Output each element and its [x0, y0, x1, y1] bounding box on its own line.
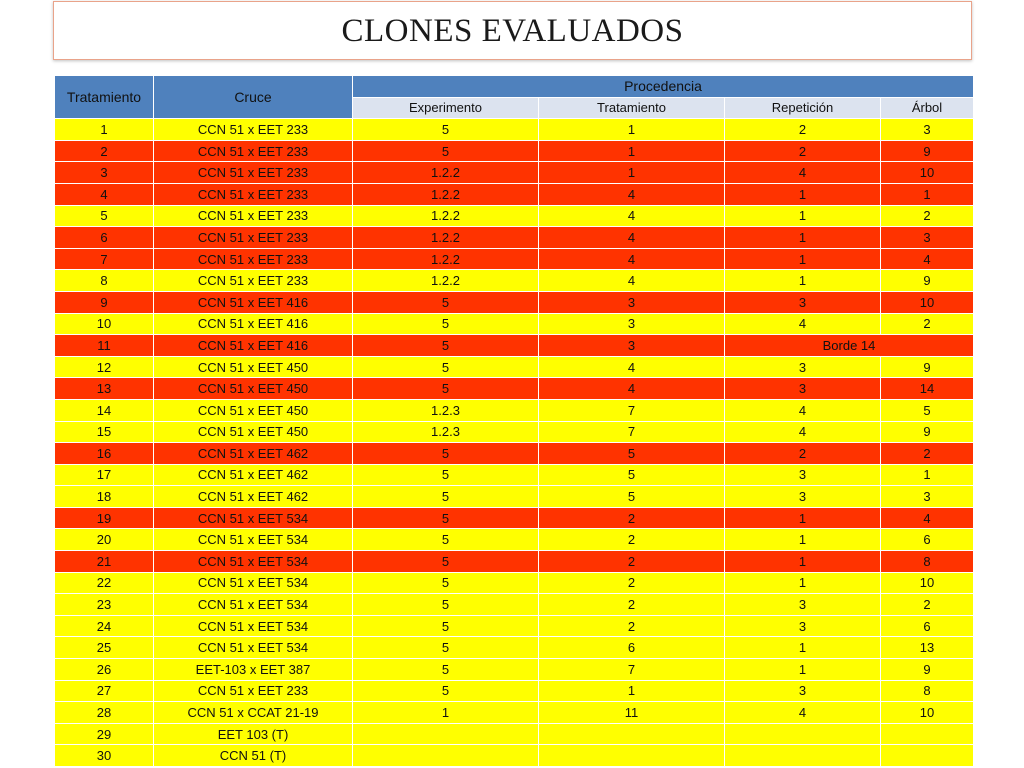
header-procedencia: Procedencia	[353, 76, 974, 98]
table-row	[55, 443, 974, 465]
cell-cruce: CCN 51 x EET 534	[154, 594, 353, 616]
header-tratamiento-sub: Tratamiento	[539, 97, 725, 119]
cell-experimento: 5	[353, 615, 539, 637]
cell-cruce: CCN 51 x EET 462	[154, 486, 353, 508]
cell-tratamiento: 24	[55, 615, 154, 637]
table-row	[55, 313, 974, 335]
cell-tratamiento: 11	[55, 335, 154, 357]
cell-experimento: 5	[353, 507, 539, 529]
cell-repeticion: 1	[725, 205, 881, 227]
cell-arbol: 4	[881, 248, 974, 270]
header-cruce: Cruce	[154, 76, 353, 119]
cell-experimento: 1.2.2	[353, 227, 539, 249]
table-row	[55, 270, 974, 292]
cell-tratamiento: 22	[55, 572, 154, 594]
cell-repeticion: 1	[725, 572, 881, 594]
cell-experimento: 1.2.2	[353, 248, 539, 270]
cell-tratamiento-proc: 2	[539, 615, 725, 637]
cell-repeticion: 1	[725, 227, 881, 249]
table-row	[55, 529, 974, 551]
cell-arbol: 2	[881, 443, 974, 465]
cell-repeticion: 4	[725, 702, 881, 724]
cell-arbol: 9	[881, 356, 974, 378]
cell-cruce: CCN 51 x EET 534	[154, 637, 353, 659]
cell-cruce: CCN 51 x EET 233	[154, 183, 353, 205]
cell-tratamiento-proc: 4	[539, 248, 725, 270]
cell-repeticion: 3	[725, 291, 881, 313]
cell-repeticion: 4	[725, 421, 881, 443]
cell-arbol: 9	[881, 421, 974, 443]
cell-arbol: 10	[881, 572, 974, 594]
cell-tratamiento-proc: 4	[539, 227, 725, 249]
cell-tratamiento-proc: 2	[539, 594, 725, 616]
table-row	[55, 227, 974, 249]
cell-tratamiento-proc: 6	[539, 637, 725, 659]
table-row	[55, 291, 974, 313]
table-row	[55, 378, 974, 400]
cell-arbol: 2	[881, 313, 974, 335]
cell-tratamiento-proc: 11	[539, 702, 725, 724]
cell-experimento: 5	[353, 659, 539, 681]
cell-arbol: 9	[881, 270, 974, 292]
cell-repeticion: 2	[725, 443, 881, 465]
cell-arbol: 4	[881, 507, 974, 529]
cell-tratamiento-proc	[539, 745, 725, 767]
table-row	[55, 119, 974, 141]
cell-repeticion	[725, 723, 881, 745]
cell-experimento: 1.2.2	[353, 270, 539, 292]
table-row	[55, 356, 974, 378]
cell-cruce: CCN 51 x EET 462	[154, 464, 353, 486]
cell-cruce: EET 103 (T)	[154, 723, 353, 745]
cell-tratamiento: 8	[55, 270, 154, 292]
table-row	[55, 399, 974, 421]
table-row	[55, 248, 974, 270]
cell-arbol: 10	[881, 291, 974, 313]
cell-cruce: CCN 51 x EET 233	[154, 270, 353, 292]
table-row	[55, 637, 974, 659]
table-row	[55, 594, 974, 616]
cell-experimento: 1.2.2	[353, 183, 539, 205]
table-row	[55, 680, 974, 702]
table-row	[55, 205, 974, 227]
cell-repeticion: 4	[725, 313, 881, 335]
cell-tratamiento-proc: 4	[539, 183, 725, 205]
cell-cruce: CCN 51 x EET 534	[154, 507, 353, 529]
cell-tratamiento: 27	[55, 680, 154, 702]
cell-arbol: 5	[881, 399, 974, 421]
cell-tratamiento-proc: 5	[539, 464, 725, 486]
cell-repeticion: 2	[725, 140, 881, 162]
cell-tratamiento-proc: 3	[539, 291, 725, 313]
cell-cruce: EET-103 x EET 387	[154, 659, 353, 681]
cell-arbol: 3	[881, 486, 974, 508]
cell-cruce: CCN 51 x EET 233	[154, 227, 353, 249]
cell-experimento: 5	[353, 594, 539, 616]
cell-experimento	[353, 745, 539, 767]
cell-tratamiento-proc: 1	[539, 680, 725, 702]
cell-cruce: CCN 51 x EET 233	[154, 205, 353, 227]
cell-repeticion: 3	[725, 615, 881, 637]
cell-arbol: 8	[881, 680, 974, 702]
cell-arbol: 9	[881, 140, 974, 162]
cell-experimento: 5	[353, 464, 539, 486]
cell-tratamiento-proc: 5	[539, 486, 725, 508]
cell-experimento: 1.2.2	[353, 205, 539, 227]
cell-cruce: CCN 51 x EET 233	[154, 119, 353, 141]
cell-tratamiento: 14	[55, 399, 154, 421]
page-title: CLONES EVALUADOS	[341, 13, 684, 49]
cell-tratamiento-proc: 3	[539, 313, 725, 335]
cell-repeticion: 3	[725, 486, 881, 508]
cell-arbol: 13	[881, 637, 974, 659]
cell-repeticion: 1	[725, 270, 881, 292]
header-experimento: Experimento	[353, 97, 539, 119]
cell-cruce: CCN 51 x EET 450	[154, 378, 353, 400]
cell-experimento: 5	[353, 551, 539, 573]
cell-tratamiento-proc: 7	[539, 659, 725, 681]
cell-arbol: 9	[881, 659, 974, 681]
cell-tratamiento: 5	[55, 205, 154, 227]
cell-arbol: 1	[881, 183, 974, 205]
table-row	[55, 745, 974, 767]
cell-tratamiento-proc: 2	[539, 507, 725, 529]
cell-tratamiento: 23	[55, 594, 154, 616]
table-row	[55, 421, 974, 443]
cell-tratamiento: 3	[55, 162, 154, 184]
cell-repeticion	[725, 745, 881, 767]
cell-tratamiento: 12	[55, 356, 154, 378]
cell-repeticion: 3	[725, 594, 881, 616]
cell-experimento: 5	[353, 680, 539, 702]
header-repeticion: Repetición	[725, 97, 881, 119]
cell-experimento: 5	[353, 486, 539, 508]
cell-tratamiento-proc: 5	[539, 443, 725, 465]
cell-repeticion-arbol: Borde 14	[725, 335, 974, 357]
cell-tratamiento: 30	[55, 745, 154, 767]
cell-tratamiento-proc: 7	[539, 399, 725, 421]
cell-arbol: 10	[881, 162, 974, 184]
cell-experimento: 5	[353, 529, 539, 551]
cell-cruce: CCN 51 x EET 233	[154, 680, 353, 702]
cell-arbol: 14	[881, 378, 974, 400]
cell-experimento: 1	[353, 702, 539, 724]
cell-tratamiento-proc: 7	[539, 421, 725, 443]
cell-tratamiento: 6	[55, 227, 154, 249]
cell-tratamiento-proc: 3	[539, 335, 725, 357]
cell-cruce: CCN 51 x EET 534	[154, 529, 353, 551]
cell-repeticion: 1	[725, 529, 881, 551]
cell-experimento: 5	[353, 443, 539, 465]
cell-cruce: CCN 51 x EET 462	[154, 443, 353, 465]
cell-experimento: 5	[353, 335, 539, 357]
cell-repeticion: 1	[725, 183, 881, 205]
cell-cruce: CCN 51 x EET 534	[154, 615, 353, 637]
cell-arbol	[881, 745, 974, 767]
cell-repeticion: 3	[725, 464, 881, 486]
cell-tratamiento-proc	[539, 723, 725, 745]
cell-experimento: 5	[353, 572, 539, 594]
cell-repeticion: 4	[725, 399, 881, 421]
cell-tratamiento-proc: 4	[539, 205, 725, 227]
cell-arbol: 3	[881, 227, 974, 249]
cell-tratamiento: 2	[55, 140, 154, 162]
table-row	[55, 551, 974, 573]
cell-cruce: CCN 51 x EET 416	[154, 335, 353, 357]
cell-tratamiento: 20	[55, 529, 154, 551]
table-row	[55, 464, 974, 486]
table-row	[55, 702, 974, 724]
cell-tratamiento-proc: 1	[539, 140, 725, 162]
cell-tratamiento: 10	[55, 313, 154, 335]
cell-repeticion: 3	[725, 680, 881, 702]
cell-tratamiento: 15	[55, 421, 154, 443]
cell-tratamiento: 25	[55, 637, 154, 659]
cell-repeticion: 3	[725, 356, 881, 378]
cell-tratamiento: 26	[55, 659, 154, 681]
cell-arbol: 1	[881, 464, 974, 486]
clones-table	[54, 75, 974, 767]
cell-arbol: 6	[881, 615, 974, 637]
cell-cruce: CCN 51 x EET 534	[154, 551, 353, 573]
cell-tratamiento: 7	[55, 248, 154, 270]
table-row	[55, 486, 974, 508]
cell-tratamiento-proc: 4	[539, 378, 725, 400]
table-row	[55, 162, 974, 184]
cell-arbol: 3	[881, 119, 974, 141]
cell-experimento: 1.2.3	[353, 399, 539, 421]
cell-cruce: CCN 51 x EET 450	[154, 399, 353, 421]
cell-repeticion: 4	[725, 162, 881, 184]
cell-experimento: 1.2.3	[353, 421, 539, 443]
cell-repeticion: 3	[725, 378, 881, 400]
cell-tratamiento-proc: 4	[539, 356, 725, 378]
table-row	[55, 335, 974, 357]
cell-arbol	[881, 723, 974, 745]
table-row	[55, 183, 974, 205]
cell-repeticion: 2	[725, 119, 881, 141]
cell-repeticion: 1	[725, 507, 881, 529]
cell-arbol: 2	[881, 205, 974, 227]
cell-cruce: CCN 51 x EET 450	[154, 356, 353, 378]
cell-experimento: 5	[353, 313, 539, 335]
table-row	[55, 572, 974, 594]
cell-tratamiento: 19	[55, 507, 154, 529]
cell-repeticion: 1	[725, 248, 881, 270]
cell-tratamiento-proc: 2	[539, 529, 725, 551]
cell-arbol: 10	[881, 702, 974, 724]
cell-tratamiento: 13	[55, 378, 154, 400]
cell-experimento: 5	[353, 119, 539, 141]
cell-cruce: CCN 51 x EET 233	[154, 162, 353, 184]
cell-cruce: CCN 51 (T)	[154, 745, 353, 767]
cell-cruce: CCN 51 x EET 450	[154, 421, 353, 443]
table-row	[55, 659, 974, 681]
cell-tratamiento-proc: 4	[539, 270, 725, 292]
cell-cruce: CCN 51 x EET 416	[154, 313, 353, 335]
cell-tratamiento: 29	[55, 723, 154, 745]
cell-experimento	[353, 723, 539, 745]
cell-experimento: 5	[353, 291, 539, 313]
cell-tratamiento-proc: 2	[539, 551, 725, 573]
cell-arbol: 8	[881, 551, 974, 573]
table-row	[55, 507, 974, 529]
cell-arbol: 6	[881, 529, 974, 551]
header-arbol: Árbol	[881, 97, 974, 119]
cell-tratamiento: 4	[55, 183, 154, 205]
cell-tratamiento: 18	[55, 486, 154, 508]
cell-cruce: CCN 51 x EET 233	[154, 140, 353, 162]
cell-tratamiento: 16	[55, 443, 154, 465]
cell-tratamiento: 9	[55, 291, 154, 313]
title-box	[53, 1, 972, 60]
cell-tratamiento-proc: 1	[539, 119, 725, 141]
header-tratamiento: Tratamiento	[55, 76, 154, 119]
cell-tratamiento: 17	[55, 464, 154, 486]
cell-arbol: 2	[881, 594, 974, 616]
cell-cruce: CCN 51 x CCAT 21-19	[154, 702, 353, 724]
cell-tratamiento-proc: 2	[539, 572, 725, 594]
cell-cruce: CCN 51 x EET 233	[154, 248, 353, 270]
cell-repeticion: 1	[725, 659, 881, 681]
table-row	[55, 723, 974, 745]
cell-repeticion: 1	[725, 637, 881, 659]
cell-tratamiento: 28	[55, 702, 154, 724]
cell-experimento: 5	[353, 637, 539, 659]
cell-tratamiento: 21	[55, 551, 154, 573]
cell-tratamiento: 1	[55, 119, 154, 141]
cell-experimento: 5	[353, 140, 539, 162]
cell-experimento: 5	[353, 356, 539, 378]
cell-cruce: CCN 51 x EET 416	[154, 291, 353, 313]
cell-experimento: 5	[353, 378, 539, 400]
cell-experimento: 1.2.2	[353, 162, 539, 184]
table-row	[55, 615, 974, 637]
cell-cruce: CCN 51 x EET 534	[154, 572, 353, 594]
table-row	[55, 140, 974, 162]
cell-repeticion: 1	[725, 551, 881, 573]
cell-tratamiento-proc: 1	[539, 162, 725, 184]
